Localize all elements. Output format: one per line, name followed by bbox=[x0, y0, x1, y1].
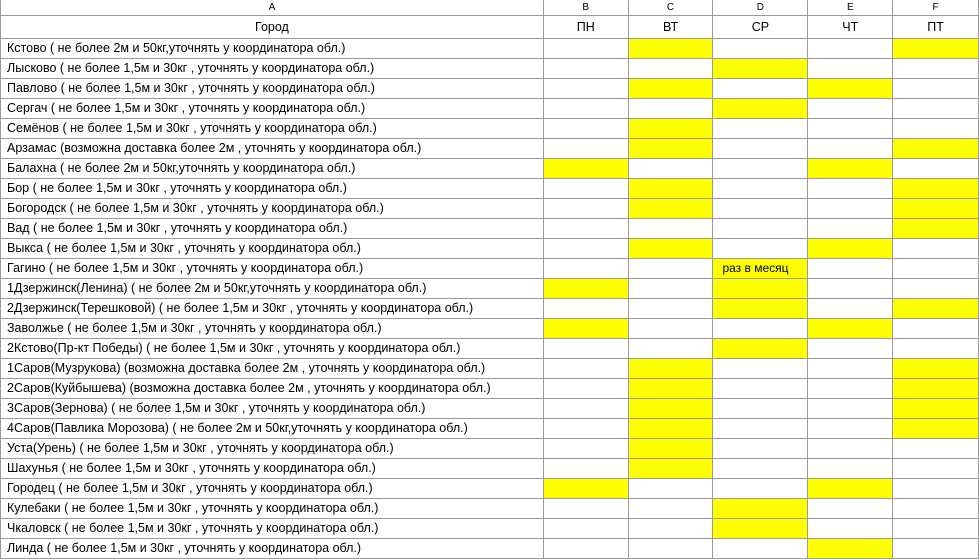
city-cell[interactable]: 1Дзержинск(Ленина) ( не более 2м и 50кг,уточнять у координатора обл.) bbox=[1, 279, 544, 299]
day-cell-thu[interactable] bbox=[808, 239, 893, 259]
day-cell-wed[interactable] bbox=[713, 199, 808, 219]
city-cell[interactable]: Городец ( не более 1,5м и 30кг , уточнять у координатора обл.) bbox=[1, 479, 544, 499]
day-cell-mon[interactable] bbox=[543, 339, 628, 359]
city-cell[interactable]: 4Саров(Павлика Морозова) ( не более 2м и 50кг,уточнять у координатора обл.) bbox=[1, 419, 544, 439]
day-cell-tue[interactable] bbox=[628, 339, 713, 359]
day-cell-fri[interactable] bbox=[893, 519, 979, 539]
day-cell-fri[interactable] bbox=[893, 99, 979, 119]
day-cell-mon[interactable] bbox=[543, 539, 628, 559]
day-cell-thu[interactable] bbox=[808, 219, 893, 239]
day-cell-tue[interactable] bbox=[628, 279, 713, 299]
day-cell-thu[interactable] bbox=[808, 499, 893, 519]
day-cell-mon[interactable] bbox=[543, 179, 628, 199]
city-cell[interactable]: 2Дзержинск(Терешковой) ( не более 1,5м и 30кг , уточнять у координатора обл.) bbox=[1, 299, 544, 319]
day-cell-wed[interactable] bbox=[713, 59, 808, 79]
table-row bbox=[1, 399, 979, 419]
day-cell-fri[interactable] bbox=[893, 279, 979, 299]
city-cell[interactable]: 1Саров(Музрукова) (возможна доставка более 2м , уточнять у координатора обл.) bbox=[1, 359, 544, 379]
table-row bbox=[1, 219, 979, 239]
table-row bbox=[1, 339, 979, 359]
table-row bbox=[1, 459, 979, 479]
table-row bbox=[1, 299, 979, 319]
day-cell-mon[interactable] bbox=[543, 219, 628, 239]
day-cell-fri[interactable] bbox=[893, 219, 979, 239]
day-cell-tue[interactable] bbox=[628, 179, 713, 199]
day-cell-wed[interactable] bbox=[713, 459, 808, 479]
city-cell[interactable]: Чкаловск ( не более 1,5м и 30кг , уточнять у координатора обл.) bbox=[1, 519, 544, 539]
day-cell-wed[interactable] bbox=[713, 539, 808, 559]
day-cell-fri[interactable] bbox=[893, 419, 979, 439]
day-cell-wed[interactable] bbox=[713, 359, 808, 379]
day-cell-tue[interactable] bbox=[628, 379, 713, 399]
day-cell-mon[interactable] bbox=[543, 199, 628, 219]
day-cell-wed[interactable] bbox=[713, 519, 808, 539]
day-cell-thu[interactable] bbox=[808, 99, 893, 119]
day-cell-fri[interactable] bbox=[893, 79, 979, 99]
header-thu[interactable]: ЧТ bbox=[808, 16, 893, 39]
city-cell[interactable]: Балахна ( не более 2м и 50кг,уточнять у координатора обл.) bbox=[1, 159, 544, 179]
day-cell-thu[interactable] bbox=[808, 399, 893, 419]
day-cell-mon[interactable] bbox=[543, 99, 628, 119]
table-row bbox=[1, 159, 979, 179]
day-cell-mon[interactable] bbox=[543, 239, 628, 259]
day-cell-mon[interactable] bbox=[543, 459, 628, 479]
day-cell-fri[interactable] bbox=[893, 539, 979, 559]
day-cell-tue[interactable] bbox=[628, 159, 713, 179]
day-cell-tue[interactable] bbox=[628, 319, 713, 339]
day-cell-thu[interactable] bbox=[808, 59, 893, 79]
city-cell[interactable]: Кстово ( не более 2м и 50кг,уточнять у координатора обл.) bbox=[1, 39, 544, 59]
city-cell[interactable]: Арзамас (возможна доставка более 2м , уточнять у координатора обл.) bbox=[1, 139, 544, 159]
day-cell-tue[interactable] bbox=[628, 479, 713, 499]
column-letter-e[interactable]: E bbox=[808, 0, 893, 16]
table-row bbox=[1, 139, 979, 159]
day-cell-thu[interactable] bbox=[808, 119, 893, 139]
day-cell-wed[interactable] bbox=[713, 479, 808, 499]
day-cell-thu[interactable] bbox=[808, 319, 893, 339]
day-cell-thu[interactable] bbox=[808, 359, 893, 379]
day-cell-wed[interactable] bbox=[713, 39, 808, 59]
day-cell-fri[interactable] bbox=[893, 59, 979, 79]
day-cell-wed[interactable] bbox=[713, 219, 808, 239]
day-cell-tue[interactable] bbox=[628, 439, 713, 459]
day-cell-thu[interactable] bbox=[808, 299, 893, 319]
day-cell-thu[interactable] bbox=[808, 419, 893, 439]
day-cell-thu[interactable] bbox=[808, 39, 893, 59]
column-letter-b[interactable]: B bbox=[543, 0, 628, 16]
day-cell-thu[interactable] bbox=[808, 459, 893, 479]
table-row bbox=[1, 479, 979, 499]
day-cell-mon[interactable] bbox=[543, 319, 628, 339]
day-cell-fri[interactable] bbox=[893, 359, 979, 379]
day-cell-thu[interactable] bbox=[808, 199, 893, 219]
table-row bbox=[1, 99, 979, 119]
day-cell-wed[interactable] bbox=[713, 399, 808, 419]
city-cell[interactable]: Гагино ( не более 1,5м и 30кг , уточнять у координатора обл.) bbox=[1, 259, 544, 279]
day-cell-mon[interactable] bbox=[543, 119, 628, 139]
day-cell-wed[interactable] bbox=[713, 179, 808, 199]
city-cell[interactable]: Шахунья ( не более 1,5м и 30кг , уточнять у координатора обл.) bbox=[1, 459, 544, 479]
day-cell-fri[interactable] bbox=[893, 199, 979, 219]
day-cell-mon[interactable] bbox=[543, 79, 628, 99]
day-cell-thu[interactable] bbox=[808, 379, 893, 399]
day-cell-fri[interactable] bbox=[893, 459, 979, 479]
day-cell-tue[interactable] bbox=[628, 119, 713, 139]
day-cell-thu[interactable] bbox=[808, 159, 893, 179]
city-cell[interactable]: Павлово ( не более 1,5м и 30кг , уточнять у координатора обл.) bbox=[1, 79, 544, 99]
city-cell[interactable]: 2Саров(Куйбышева) (возможна доставка более 2м , уточнять у координатора обл.) bbox=[1, 379, 544, 399]
header-mon[interactable]: ПН bbox=[543, 16, 628, 39]
day-cell-fri[interactable] bbox=[893, 439, 979, 459]
header-wed[interactable]: СР bbox=[713, 16, 808, 39]
day-cell-tue[interactable] bbox=[628, 459, 713, 479]
day-cell-wed[interactable] bbox=[713, 339, 808, 359]
day-cell-fri[interactable] bbox=[893, 39, 979, 59]
city-cell[interactable]: Бор ( не более 1,5м и 30кг , уточнять у координатора обл.) bbox=[1, 179, 544, 199]
day-cell-wed[interactable] bbox=[713, 139, 808, 159]
table-row bbox=[1, 359, 979, 379]
day-cell-thu[interactable] bbox=[808, 139, 893, 159]
day-cell-thu[interactable] bbox=[808, 539, 893, 559]
city-cell[interactable]: Выкса ( не более 1,5м и 30кг , уточнять у координатора обл.) bbox=[1, 239, 544, 259]
header-tue[interactable]: ВТ bbox=[628, 16, 713, 39]
day-cell-tue[interactable] bbox=[628, 259, 713, 279]
day-cell-wed[interactable] bbox=[713, 279, 808, 299]
day-cell-fri[interactable] bbox=[893, 119, 979, 139]
day-cell-mon[interactable] bbox=[543, 299, 628, 319]
day-cell-wed[interactable] bbox=[713, 239, 808, 259]
day-cell-thu[interactable] bbox=[808, 339, 893, 359]
day-cell-thu[interactable] bbox=[808, 179, 893, 199]
day-cell-mon[interactable] bbox=[543, 139, 628, 159]
day-cell-mon[interactable] bbox=[543, 499, 628, 519]
day-cell-fri[interactable] bbox=[893, 239, 979, 259]
day-cell-tue[interactable] bbox=[628, 359, 713, 379]
city-cell[interactable]: Лысково ( не более 1,5м и 30кг , уточнять у координатора обл.) bbox=[1, 59, 544, 79]
table-row bbox=[1, 259, 979, 279]
table-row bbox=[1, 279, 979, 299]
table-row bbox=[1, 79, 979, 99]
day-cell-mon[interactable] bbox=[543, 519, 628, 539]
day-cell-tue[interactable] bbox=[628, 199, 713, 219]
day-cell-tue[interactable] bbox=[628, 239, 713, 259]
day-cell-tue[interactable] bbox=[628, 79, 713, 99]
day-cell-fri[interactable] bbox=[893, 259, 979, 279]
day-cell-fri[interactable] bbox=[893, 179, 979, 199]
day-cell-fri[interactable] bbox=[893, 139, 979, 159]
day-cell-tue[interactable] bbox=[628, 219, 713, 239]
day-cell-fri[interactable] bbox=[893, 319, 979, 339]
table-row bbox=[1, 319, 979, 339]
day-cell-tue[interactable] bbox=[628, 59, 713, 79]
column-letter-a[interactable]: A bbox=[1, 0, 544, 16]
day-cell-fri[interactable] bbox=[893, 339, 979, 359]
day-cell-thu[interactable] bbox=[808, 519, 893, 539]
column-letters-row bbox=[1, 0, 979, 16]
table-row bbox=[1, 439, 979, 459]
day-cell-mon[interactable] bbox=[543, 399, 628, 419]
day-cell-fri[interactable] bbox=[893, 159, 979, 179]
table-row bbox=[1, 539, 979, 559]
table-row bbox=[1, 419, 979, 439]
day-cell-wed[interactable] bbox=[713, 119, 808, 139]
day-cell-wed[interactable] bbox=[713, 99, 808, 119]
table-row bbox=[1, 379, 979, 399]
city-cell[interactable]: Семёнов ( не более 1,5м и 30кг , уточнять у координатора обл.) bbox=[1, 119, 544, 139]
day-cell-mon[interactable] bbox=[543, 259, 628, 279]
day-cell-wed[interactable] bbox=[713, 79, 808, 99]
city-cell[interactable]: Заволжье ( не более 1,5м и 30кг , уточнять у координатора обл.) bbox=[1, 319, 544, 339]
day-cell-fri[interactable] bbox=[893, 379, 979, 399]
day-cell-fri[interactable] bbox=[893, 499, 979, 519]
table-row bbox=[1, 499, 979, 519]
city-cell[interactable]: Линда ( не более 1,5м и 30кг , уточнять у координатора обл.) bbox=[1, 539, 544, 559]
column-letter-c[interactable]: C bbox=[628, 0, 713, 16]
city-cell[interactable]: Богородск ( не более 1,5м и 30кг , уточнять у координатора обл.) bbox=[1, 199, 544, 219]
day-cell-thu[interactable] bbox=[808, 259, 893, 279]
city-cell[interactable]: 2Кстово(Пр-кт Победы) ( не более 1,5м и 30кг , уточнять у координатора обл.) bbox=[1, 339, 544, 359]
day-cell-fri[interactable] bbox=[893, 399, 979, 419]
day-cell-tue[interactable] bbox=[628, 139, 713, 159]
day-cell-thu[interactable] bbox=[808, 79, 893, 99]
day-cell-mon[interactable] bbox=[543, 379, 628, 399]
day-cell-tue[interactable] bbox=[628, 299, 713, 319]
table-row bbox=[1, 179, 979, 199]
column-letter-d[interactable]: D bbox=[713, 0, 808, 16]
day-cell-wed[interactable] bbox=[713, 379, 808, 399]
day-cell-mon[interactable] bbox=[543, 359, 628, 379]
day-cell-mon[interactable] bbox=[543, 59, 628, 79]
city-cell[interactable]: Кулебаки ( не более 1,5м и 30кг , уточнять у координатора обл.) bbox=[1, 499, 544, 519]
day-cell-wed[interactable] bbox=[713, 419, 808, 439]
day-cell-wed[interactable] bbox=[713, 159, 808, 179]
day-cell-wed[interactable]: раз в месяц bbox=[713, 259, 808, 279]
day-cell-tue[interactable] bbox=[628, 539, 713, 559]
city-cell[interactable]: Вад ( не более 1,5м и 30кг , уточнять у координатора обл.) bbox=[1, 219, 544, 239]
city-cell[interactable]: 3Саров(Зернова) ( не более 1,5м и 30кг , уточнять у координатора обл.) bbox=[1, 399, 544, 419]
day-cell-mon[interactable] bbox=[543, 279, 628, 299]
table-row bbox=[1, 39, 979, 59]
column-letter-f[interactable]: F bbox=[893, 0, 979, 16]
table-row bbox=[1, 119, 979, 139]
city-cell[interactable]: Уста(Урень) ( не более 1,5м и 30кг , уточнять у координатора обл.) bbox=[1, 439, 544, 459]
city-cell[interactable]: Сергач ( не более 1,5м и 30кг , уточнять у координатора обл.) bbox=[1, 99, 544, 119]
day-cell-mon[interactable] bbox=[543, 159, 628, 179]
day-cell-thu[interactable] bbox=[808, 479, 893, 499]
day-cell-mon[interactable] bbox=[543, 39, 628, 59]
table-row bbox=[1, 519, 979, 539]
day-cell-wed[interactable] bbox=[713, 499, 808, 519]
table-row bbox=[1, 199, 979, 219]
day-cell-thu[interactable] bbox=[808, 439, 893, 459]
day-cell-thu[interactable] bbox=[808, 279, 893, 299]
day-cell-tue[interactable] bbox=[628, 39, 713, 59]
table-row bbox=[1, 239, 979, 259]
table-row bbox=[1, 59, 979, 79]
day-cell-tue[interactable] bbox=[628, 419, 713, 439]
day-cell-mon[interactable] bbox=[543, 419, 628, 439]
day-cell-wed[interactable] bbox=[713, 439, 808, 459]
day-cell-mon[interactable] bbox=[543, 479, 628, 499]
header-city[interactable]: Город bbox=[1, 16, 544, 39]
day-cell-tue[interactable] bbox=[628, 499, 713, 519]
day-cell-tue[interactable] bbox=[628, 399, 713, 419]
day-cell-fri[interactable] bbox=[893, 299, 979, 319]
day-cell-tue[interactable] bbox=[628, 99, 713, 119]
day-cell-tue[interactable] bbox=[628, 519, 713, 539]
day-cell-mon[interactable] bbox=[543, 439, 628, 459]
header-fri[interactable]: ПТ bbox=[893, 16, 979, 39]
day-cell-fri[interactable] bbox=[893, 479, 979, 499]
day-cell-wed[interactable] bbox=[713, 299, 808, 319]
header-row bbox=[1, 16, 979, 39]
day-cell-wed[interactable] bbox=[713, 319, 808, 339]
